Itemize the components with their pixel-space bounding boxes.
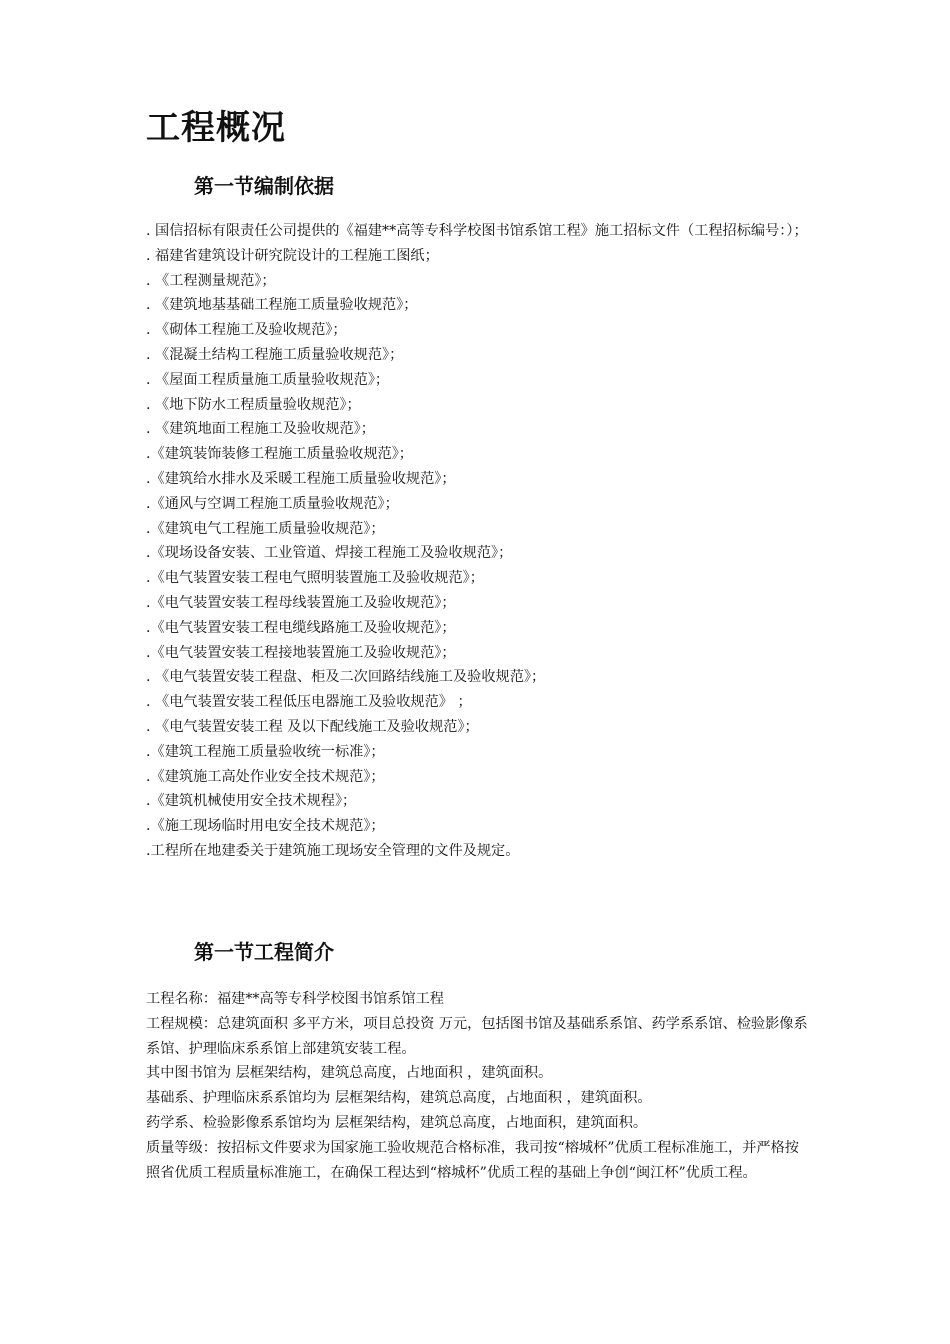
overview-paragraph: 质量等级：按招标文件要求为国家施工验收规范合格标准，我司按“榕城杯”优质工程标准施工，并严格按照省优质工程质量标准施工，在确保工程达到“榕城杯”优质工程的基础上争创“闽江杯”优质工程。 bbox=[146, 1139, 799, 1181]
reference-item: .《建筑给水排水及采暖工程施工质量验收规范》； bbox=[146, 470, 456, 487]
reference-item: .《建筑施工高处作业安全技术规范》； bbox=[146, 768, 385, 785]
reference-item: .《通风与空调工程施工质量验收规范》； bbox=[146, 495, 399, 512]
overview-paragraph: 基础系、护理临床系系馆均为 层框架结构，建筑总高度，占地面积 ，建筑面积。 bbox=[146, 1090, 652, 1107]
reference-item: . 《砌体工程施工及验收规范》； bbox=[146, 322, 347, 339]
overview-paragraph: 工程规模：总建筑面积 多平方米，项目总投资 万元，包括图书馆及基础系系馆、药学系系馆、检验影像系系馆、护理临床系系馆上部建筑安装工程。 bbox=[146, 1015, 808, 1057]
reference-item: .《建筑电气工程施工质量验收规范》； bbox=[146, 520, 385, 537]
overview-paragraph: 药学系、检验影像系系馆均为 层框架结构，建筑总高度，占地面积，建筑面积。 bbox=[146, 1114, 648, 1131]
section-heading-overview: 第一节工程简介 bbox=[194, 940, 334, 964]
reference-item: .工程所在地建委关于建筑施工现场安全管理的文件及规定。 bbox=[146, 842, 520, 859]
document-title: 工程概况 bbox=[146, 108, 286, 148]
reference-item: . 《工程测量规范》； bbox=[146, 272, 276, 289]
reference-item: . 《建筑地基基础工程施工质量验收规范》； bbox=[146, 297, 418, 314]
reference-item: .《建筑工程施工质量验收统一标准》； bbox=[146, 743, 385, 760]
reference-item: .《现场设备安装、工业管道、焊接工程施工及验收规范》； bbox=[146, 545, 513, 562]
project-overview bbox=[146, 987, 808, 1185]
reference-item: .《电气装置安装工程电气照明装置施工及验收规范》； bbox=[146, 570, 484, 587]
reference-item: . 《电气装置安装工程低压电器施工及验收规范》 ； bbox=[146, 694, 472, 711]
section-heading-basis: 第一节编制依据 bbox=[194, 174, 334, 198]
reference-item: . 《地下防水工程质量验收规范》； bbox=[146, 396, 361, 413]
reference-item: .《建筑装饰装修工程施工质量验收规范》； bbox=[146, 446, 413, 463]
overview-paragraph: 其中图书馆为 层框架结构，建筑总高度，占地面积 ，建筑面积。 bbox=[146, 1065, 553, 1082]
reference-item: .《电气装置安装工程母线装置施工及验收规范》； bbox=[146, 594, 456, 611]
reference-item: . 《电气装置安装工程盘、柜及二次回路结线施工及验收规范》； bbox=[146, 669, 546, 686]
reference-item: . 《建筑地面工程施工及验收规范》； bbox=[146, 421, 375, 438]
reference-item: . 福建省建筑设计研究院设计的工程施工图纸； bbox=[146, 247, 439, 264]
reference-item: . 《电气装置安装工程 及以下配线施工及验收规范》； bbox=[146, 718, 479, 735]
reference-item: .《施工现场临时用电安全技术规范》； bbox=[146, 818, 385, 835]
overview-paragraph: 工程名称：福建**高等专科学校图书馆系馆工程 bbox=[146, 991, 444, 1007]
reference-item: . 《屋面工程质量施工质量验收规范》； bbox=[146, 371, 390, 388]
reference-item: . 《混凝土结构工程施工质量验收规范》； bbox=[146, 346, 404, 363]
reference-item: . 国信招标有限责任公司提供的《福建**高等专科学校图书馆系馆工程》施工招标文件（工程招标编号：）； bbox=[146, 223, 808, 239]
reference-list bbox=[146, 219, 808, 864]
reference-item: .《电气装置安装工程电缆线路施工及验收规范》； bbox=[146, 619, 456, 636]
reference-item: .《建筑机械使用安全技术规程》； bbox=[146, 793, 357, 810]
reference-item: .《电气装置安装工程接地装置施工及验收规范》； bbox=[146, 644, 456, 661]
